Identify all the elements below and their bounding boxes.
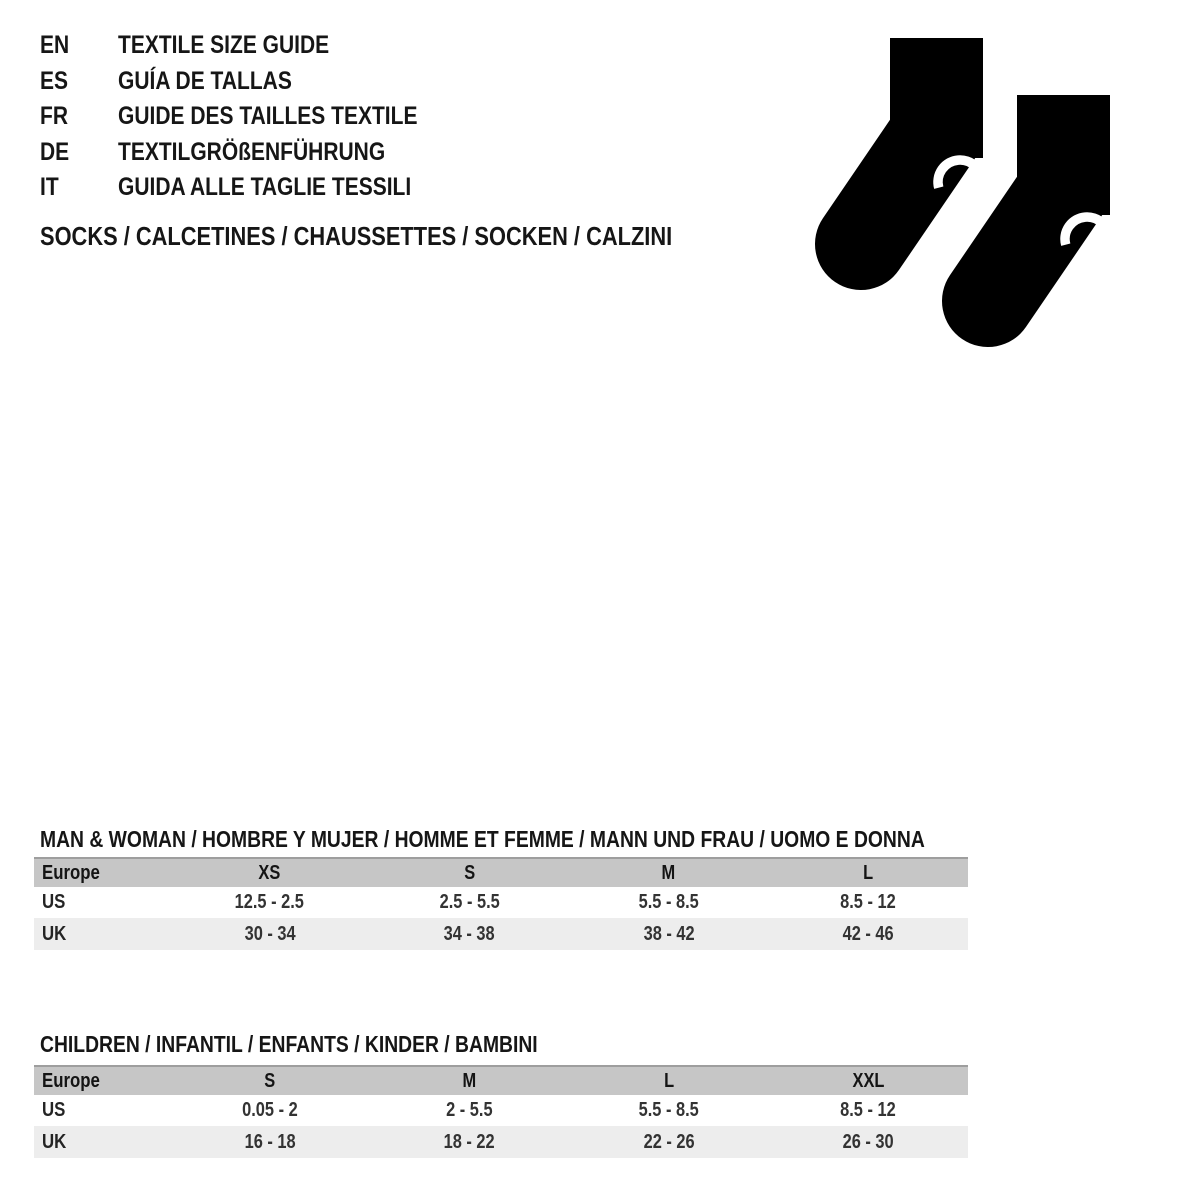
lang-code-de: DE <box>40 137 70 166</box>
lang-label-es: GUÍA DE TALLAS <box>118 66 292 95</box>
header-cell-size: M <box>661 862 676 884</box>
lang-row-fr <box>40 104 475 128</box>
size-cell: 30 - 34 <box>244 923 296 945</box>
table-row-uk <box>34 1126 968 1158</box>
size-cell: 0.05 - 2 <box>241 1099 298 1121</box>
size-cell: 5.5 - 8.5 <box>638 1099 699 1121</box>
header-row <box>34 857 968 887</box>
header-cell-size: L <box>663 1070 674 1092</box>
header-cell-size: S <box>463 862 475 884</box>
table-row-us <box>34 1095 968 1126</box>
size-cell: 22 - 26 <box>643 1131 695 1153</box>
row-label: UK <box>42 1131 67 1153</box>
table-title-adults: MAN & WOMAN / HOMBRE Y MUJER / HOMME ET FEMME / MANN UND FRAU / UOMO E DONNA <box>40 826 925 852</box>
header-cell-size: L <box>863 862 874 884</box>
lang-code-fr: FR <box>40 102 68 130</box>
header-row <box>34 1065 968 1095</box>
lang-label-en: TEXTILE SIZE GUIDE <box>118 31 330 59</box>
size-cell: 2.5 - 5.5 <box>439 891 500 913</box>
size-cell: 8.5 - 12 <box>840 1099 897 1121</box>
row-label: UK <box>42 923 67 945</box>
category-line-text: SOCKS / CALCETINES / CHAUSSETTES / SOCKEN / CALZINI <box>40 221 673 251</box>
row-label: US <box>42 891 66 913</box>
header-cell-size: XS <box>258 862 281 884</box>
size-table-adults <box>34 857 968 950</box>
size-cell: 12.5 - 2.5 <box>235 891 305 913</box>
header-cell-size: M <box>462 1070 477 1092</box>
size-cell: 16 - 18 <box>244 1131 296 1153</box>
sock-right <box>988 95 1110 301</box>
lang-code-it: IT <box>40 173 59 201</box>
lang-row-de <box>40 137 475 166</box>
header-cell-region: Europe <box>42 862 100 884</box>
size-cell: 34 - 38 <box>443 923 495 945</box>
size-cell: 2 - 5.5 <box>445 1099 493 1121</box>
size-cell: 18 - 22 <box>443 1131 495 1153</box>
size-cell: 38 - 42 <box>643 923 695 945</box>
size-cell: 5.5 - 8.5 <box>638 891 699 913</box>
lang-label-de: TEXTILGRÖßENFÜHRUNG <box>118 137 386 166</box>
table-row-us <box>34 887 968 918</box>
size-cell: 8.5 - 12 <box>840 891 897 913</box>
table-row-uk <box>34 918 968 950</box>
category-line <box>40 223 793 249</box>
lang-code-en: EN <box>40 31 70 59</box>
sock-left <box>861 38 983 244</box>
language-title-block <box>40 33 475 211</box>
table-title-children: CHILDREN / INFANTIL / ENFANTS / KINDER / BAMBINI <box>40 1031 538 1057</box>
header-cell-size: XXL <box>852 1070 885 1092</box>
lang-code-es: ES <box>40 66 69 95</box>
lang-row-it <box>40 175 475 199</box>
size-cell: 42 - 46 <box>842 923 894 945</box>
lang-row-en <box>40 33 475 57</box>
lang-label-fr: GUIDE DES TAILLES TEXTILE <box>118 102 418 130</box>
header-cell-region: Europe <box>42 1070 100 1092</box>
header-cell-size: S <box>264 1070 276 1092</box>
lang-row-es <box>40 66 475 95</box>
size-table-children <box>34 1065 968 1158</box>
row-label: US <box>42 1099 66 1121</box>
lang-label-it: GUIDA ALLE TAGLIE TESSILI <box>118 173 412 201</box>
socks-icon <box>805 30 1115 360</box>
size-cell: 26 - 30 <box>842 1131 894 1153</box>
